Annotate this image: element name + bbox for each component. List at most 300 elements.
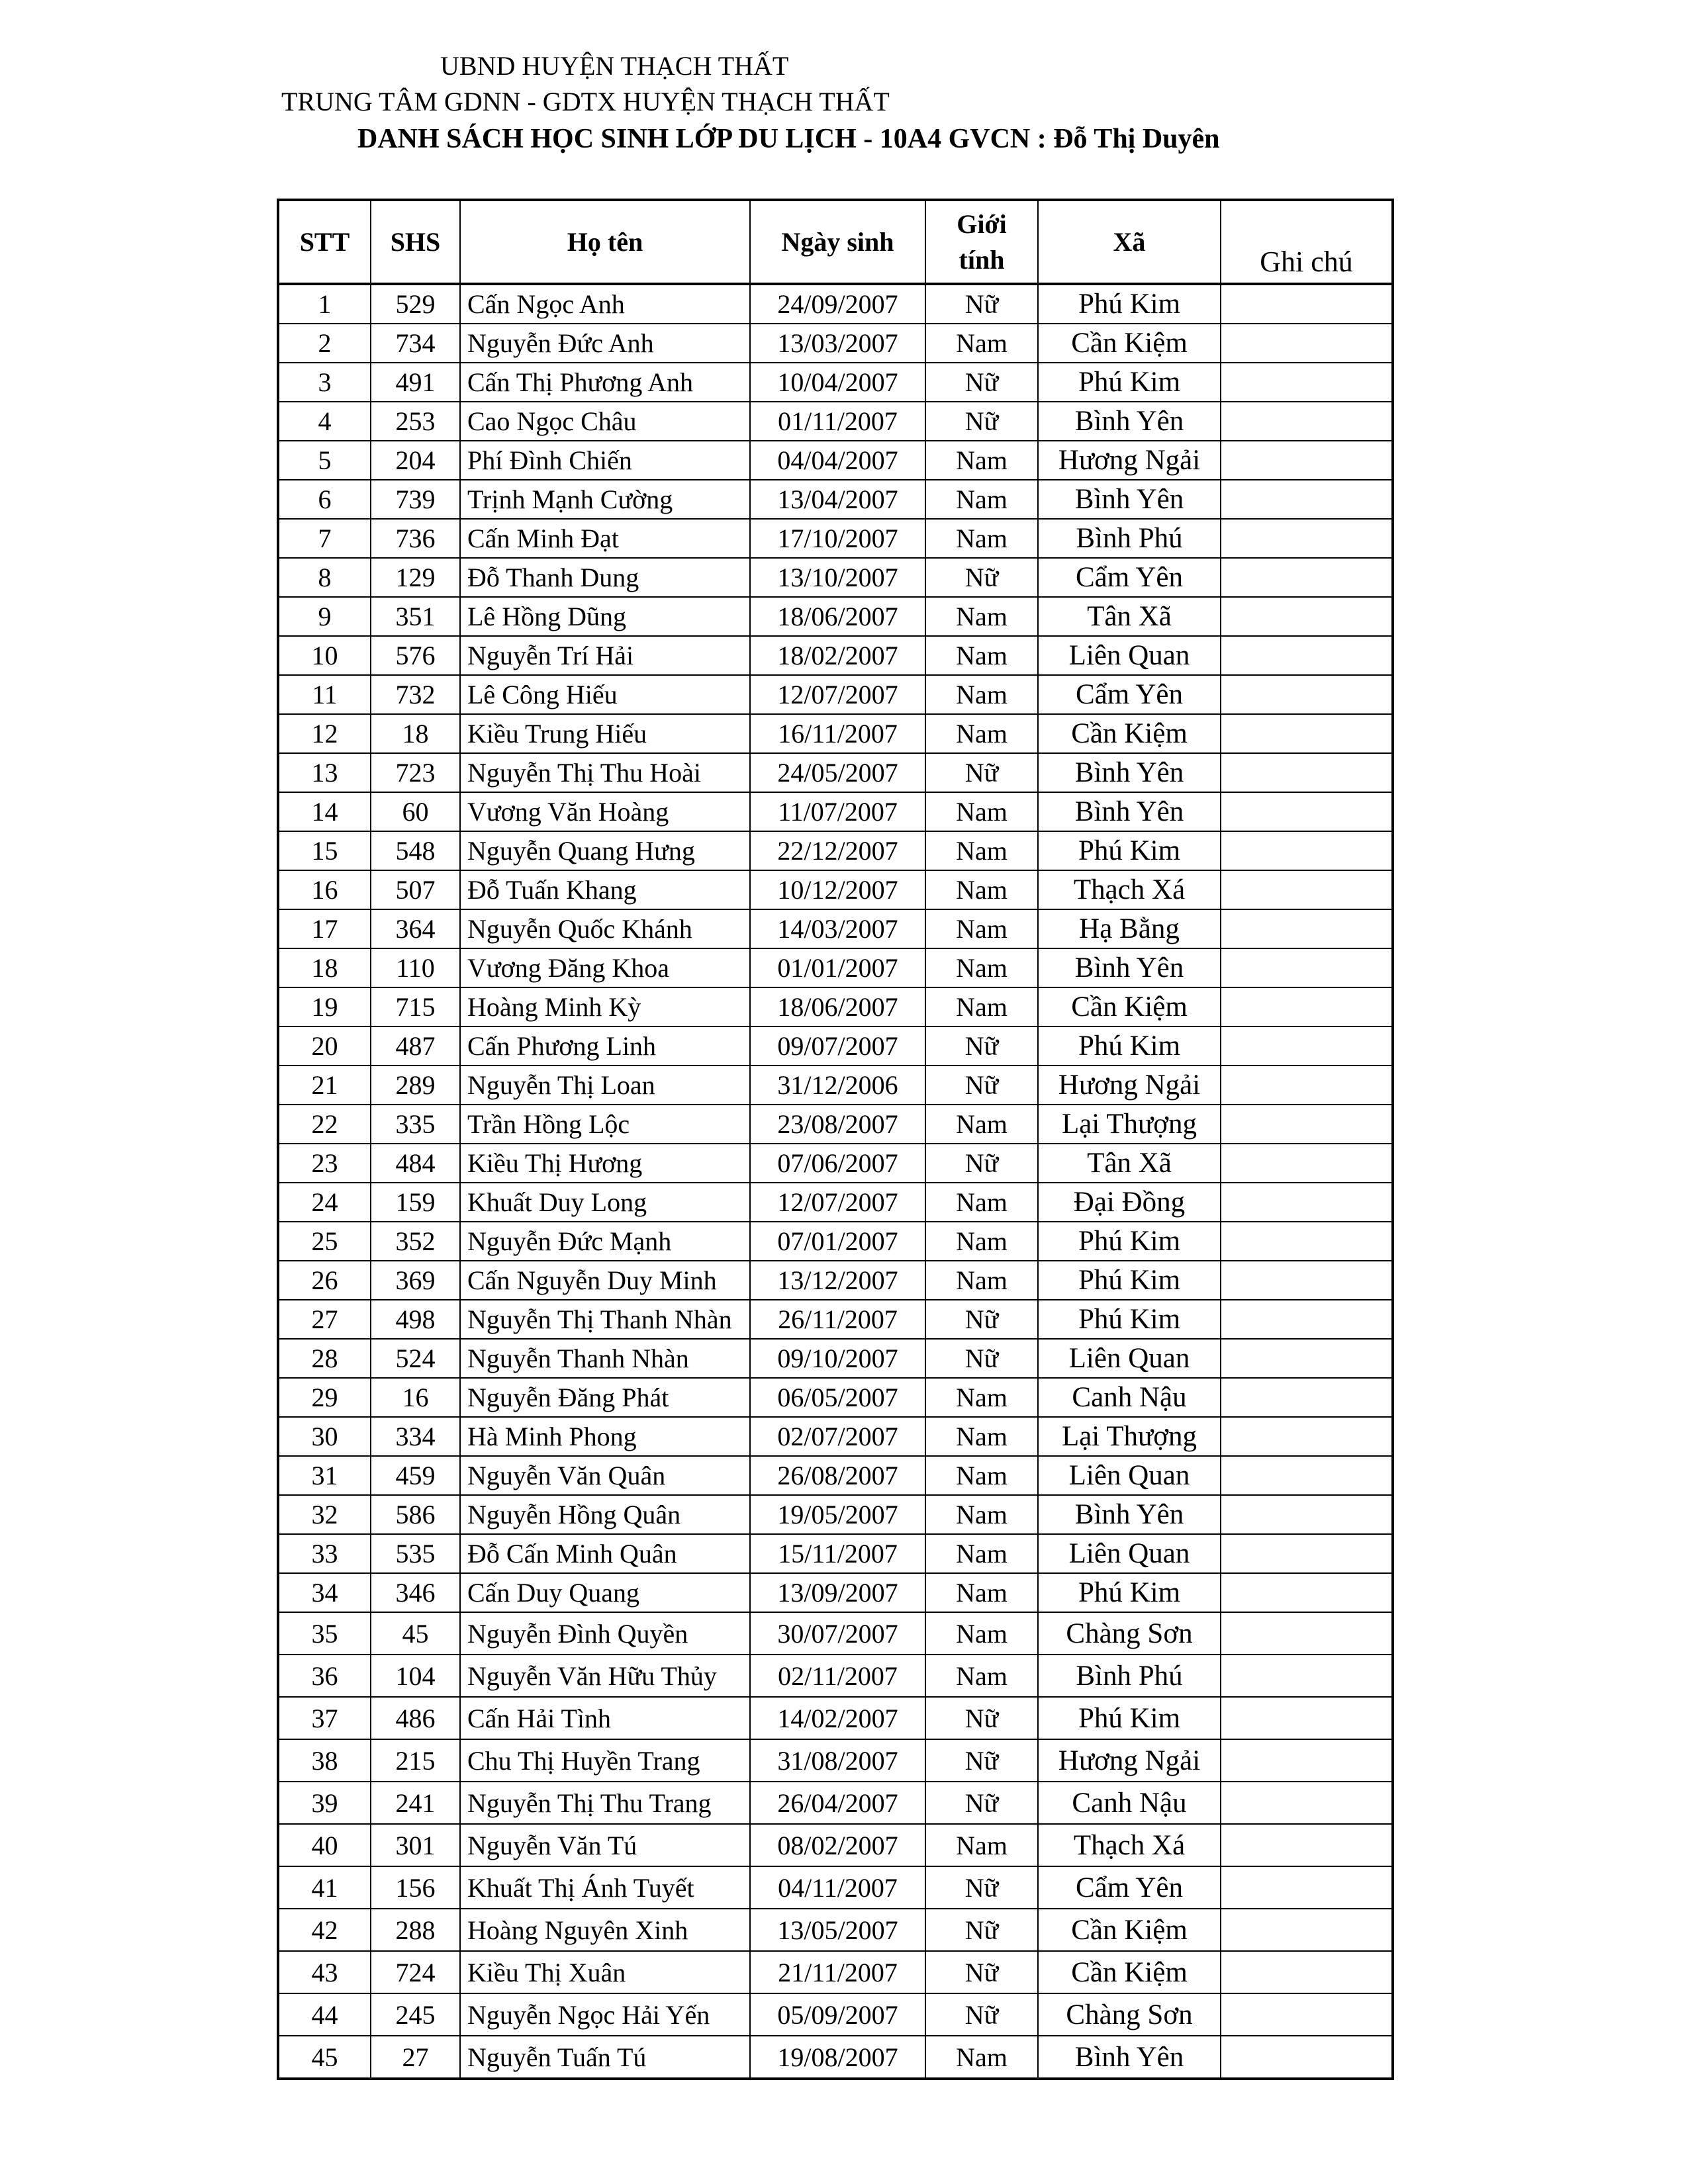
cell-gender: Nam <box>925 480 1038 519</box>
cell-dob: 02/11/2007 <box>750 1655 925 1697</box>
cell-name: Nguyễn Hồng Quân <box>460 1495 750 1534</box>
cell-stt: 38 <box>278 1739 371 1782</box>
table-row <box>278 1697 1393 1739</box>
cell-commune: Bình Yên <box>1038 792 1221 831</box>
cell-stt: 22 <box>278 1105 371 1144</box>
cell-name: Nguyễn Trí Hải <box>460 636 750 675</box>
cell-dob: 10/12/2007 <box>750 870 925 909</box>
cell-commune: Bình Yên <box>1038 402 1221 441</box>
table-row <box>278 675 1393 714</box>
cell-shs: 369 <box>371 1261 460 1300</box>
cell-gender: Nam <box>925 441 1038 480</box>
cell-shs: 507 <box>371 870 460 909</box>
cell-gender: Nữ <box>925 1144 1038 1183</box>
cell-gender: Nữ <box>925 1866 1038 1909</box>
cell-stt: 29 <box>278 1378 371 1417</box>
cell-note <box>1221 1183 1393 1222</box>
cell-name: Nguyễn Đức Mạnh <box>460 1222 750 1261</box>
cell-gender: Nữ <box>925 1026 1038 1066</box>
col-header-shs: SHS <box>371 200 460 284</box>
cell-gender: Nữ <box>925 402 1038 441</box>
table-row <box>278 870 1393 909</box>
cell-stt: 41 <box>278 1866 371 1909</box>
cell-name: Khuất Duy Long <box>460 1183 750 1222</box>
cell-shs: 45 <box>371 1612 460 1655</box>
cell-stt: 40 <box>278 1824 371 1866</box>
cell-shs: 16 <box>371 1378 460 1417</box>
col-header-stt: STT <box>278 200 371 284</box>
cell-name: Lê Hồng Dũng <box>460 597 750 636</box>
cell-name: Nguyễn Thanh Nhàn <box>460 1339 750 1378</box>
cell-commune: Liên Quan <box>1038 1534 1221 1573</box>
cell-shs: 739 <box>371 480 460 519</box>
table-row <box>278 792 1393 831</box>
cell-commune: Phú Kim <box>1038 1261 1221 1300</box>
cell-name: Nguyễn Đăng Phát <box>460 1378 750 1417</box>
cell-stt: 35 <box>278 1612 371 1655</box>
cell-stt: 13 <box>278 753 371 792</box>
cell-stt: 23 <box>278 1144 371 1183</box>
cell-gender: Nam <box>925 1534 1038 1573</box>
cell-stt: 1 <box>278 284 371 324</box>
cell-shs: 498 <box>371 1300 460 1339</box>
table-row <box>278 1144 1393 1183</box>
cell-dob: 10/04/2007 <box>750 363 925 402</box>
cell-note <box>1221 1456 1393 1495</box>
cell-dob: 26/08/2007 <box>750 1456 925 1495</box>
cell-commune: Cần Kiệm <box>1038 1951 1221 1993</box>
cell-dob: 26/11/2007 <box>750 1300 925 1339</box>
cell-shs: 352 <box>371 1222 460 1261</box>
cell-name: Cấn Phương Linh <box>460 1026 750 1066</box>
cell-note <box>1221 1144 1393 1183</box>
cell-shs: 245 <box>371 1993 460 2036</box>
cell-note <box>1221 948 1393 987</box>
cell-dob: 16/11/2007 <box>750 714 925 753</box>
cell-note <box>1221 1573 1393 1612</box>
cell-note <box>1221 1261 1393 1300</box>
table-row <box>278 1655 1393 1697</box>
cell-commune: Lại Thượng <box>1038 1417 1221 1456</box>
cell-note <box>1221 2036 1393 2079</box>
cell-commune: Bình Phú <box>1038 519 1221 558</box>
cell-shs: 60 <box>371 792 460 831</box>
col-header-name: Họ tên <box>460 200 750 284</box>
cell-dob: 08/02/2007 <box>750 1824 925 1866</box>
cell-name: Cấn Duy Quang <box>460 1573 750 1612</box>
cell-shs: 129 <box>371 558 460 597</box>
cell-commune: Phú Kim <box>1038 831 1221 870</box>
cell-stt: 21 <box>278 1066 371 1105</box>
cell-commune: Phú Kim <box>1038 1300 1221 1339</box>
cell-name: Nguyễn Thị Thu Trang <box>460 1782 750 1824</box>
cell-name: Hà Minh Phong <box>460 1417 750 1456</box>
cell-commune: Tân Xã <box>1038 597 1221 636</box>
cell-dob: 14/03/2007 <box>750 909 925 948</box>
cell-commune: Bình Yên <box>1038 480 1221 519</box>
cell-stt: 16 <box>278 870 371 909</box>
cell-shs: 723 <box>371 753 460 792</box>
table-row <box>278 2036 1393 2079</box>
cell-gender: Nữ <box>925 1066 1038 1105</box>
cell-gender: Nam <box>925 1495 1038 1534</box>
cell-shs: 289 <box>371 1066 460 1105</box>
table-row <box>278 1495 1393 1534</box>
cell-gender: Nam <box>925 948 1038 987</box>
cell-dob: 22/12/2007 <box>750 831 925 870</box>
table-row <box>278 753 1393 792</box>
cell-shs: 491 <box>371 363 460 402</box>
table-row <box>278 1612 1393 1655</box>
cell-dob: 31/08/2007 <box>750 1739 925 1782</box>
col-header-commune: Xã <box>1038 200 1221 284</box>
cell-dob: 18/06/2007 <box>750 597 925 636</box>
cell-dob: 01/11/2007 <box>750 402 925 441</box>
cell-commune: Liên Quan <box>1038 636 1221 675</box>
cell-commune: Phú Kim <box>1038 363 1221 402</box>
cell-gender: Nam <box>925 1222 1038 1261</box>
cell-note <box>1221 1739 1393 1782</box>
cell-name: Nguyễn Văn Hữu Thủy <box>460 1655 750 1697</box>
table-header-row <box>278 200 1393 284</box>
cell-dob: 17/10/2007 <box>750 519 925 558</box>
cell-dob: 23/08/2007 <box>750 1105 925 1144</box>
cell-stt: 36 <box>278 1655 371 1697</box>
cell-commune: Cẩm Yên <box>1038 675 1221 714</box>
cell-shs: 548 <box>371 831 460 870</box>
cell-gender: Nữ <box>925 1782 1038 1824</box>
cell-note <box>1221 1222 1393 1261</box>
cell-note <box>1221 753 1393 792</box>
cell-gender: Nữ <box>925 1300 1038 1339</box>
cell-name: Nguyễn Văn Quân <box>460 1456 750 1495</box>
cell-note <box>1221 558 1393 597</box>
cell-name: Phí Đình Chiến <box>460 441 750 480</box>
cell-note <box>1221 519 1393 558</box>
cell-gender: Nữ <box>925 1993 1038 2036</box>
table-row <box>278 1066 1393 1105</box>
cell-shs: 586 <box>371 1495 460 1534</box>
cell-gender: Nữ <box>925 1951 1038 1993</box>
cell-note <box>1221 1495 1393 1534</box>
cell-note <box>1221 1066 1393 1105</box>
cell-note <box>1221 1105 1393 1144</box>
table-row <box>278 1534 1393 1573</box>
cell-note <box>1221 1782 1393 1824</box>
cell-note <box>1221 1300 1393 1339</box>
cell-shs: 334 <box>371 1417 460 1456</box>
cell-note <box>1221 1824 1393 1866</box>
table-row <box>278 519 1393 558</box>
cell-note <box>1221 363 1393 402</box>
cell-shs: 484 <box>371 1144 460 1183</box>
cell-name: Nguyễn Quốc Khánh <box>460 909 750 948</box>
table-row <box>278 402 1393 441</box>
cell-note <box>1221 792 1393 831</box>
cell-gender: Nam <box>925 1417 1038 1456</box>
org-line-1: UBND HUYỆN THẠCH THẤT <box>440 51 789 81</box>
cell-dob: 13/04/2007 <box>750 480 925 519</box>
cell-dob: 14/02/2007 <box>750 1697 925 1739</box>
cell-shs: 529 <box>371 284 460 324</box>
cell-shs: 204 <box>371 441 460 480</box>
cell-gender: Nam <box>925 519 1038 558</box>
cell-stt: 43 <box>278 1951 371 1993</box>
cell-gender: Nam <box>925 1105 1038 1144</box>
cell-shs: 288 <box>371 1909 460 1951</box>
cell-stt: 44 <box>278 1993 371 2036</box>
cell-dob: 01/01/2007 <box>750 948 925 987</box>
cell-name: Nguyễn Tuấn Tú <box>460 2036 750 2079</box>
cell-commune: Thạch Xá <box>1038 1824 1221 1866</box>
cell-shs: 27 <box>371 2036 460 2079</box>
table-row <box>278 1105 1393 1144</box>
cell-commune: Cần Kiệm <box>1038 324 1221 363</box>
cell-shs: 241 <box>371 1782 460 1824</box>
cell-dob: 04/04/2007 <box>750 441 925 480</box>
cell-dob: 07/01/2007 <box>750 1222 925 1261</box>
cell-dob: 30/07/2007 <box>750 1612 925 1655</box>
cell-note <box>1221 1339 1393 1378</box>
cell-commune: Hương Ngải <box>1038 1739 1221 1782</box>
cell-shs: 524 <box>371 1339 460 1378</box>
cell-gender: Nam <box>925 597 1038 636</box>
table-row <box>278 1782 1393 1824</box>
cell-stt: 32 <box>278 1495 371 1534</box>
cell-dob: 13/09/2007 <box>750 1573 925 1612</box>
cell-name: Nguyễn Đức Anh <box>460 324 750 363</box>
cell-dob: 07/06/2007 <box>750 1144 925 1183</box>
col-header-gender-label: Giới tính <box>957 208 1007 275</box>
cell-commune: Hạ Bằng <box>1038 909 1221 948</box>
table-row <box>278 1909 1393 1951</box>
table-row <box>278 1573 1393 1612</box>
table-row <box>278 1866 1393 1909</box>
cell-dob: 19/05/2007 <box>750 1495 925 1534</box>
cell-stt: 45 <box>278 2036 371 2079</box>
cell-shs: 346 <box>371 1573 460 1612</box>
student-table <box>277 199 1394 2080</box>
cell-commune: Bình Yên <box>1038 1495 1221 1534</box>
cell-shs: 104 <box>371 1655 460 1697</box>
cell-gender: Nữ <box>925 1339 1038 1378</box>
cell-dob: 06/05/2007 <box>750 1378 925 1417</box>
cell-dob: 24/05/2007 <box>750 753 925 792</box>
cell-gender: Nam <box>925 1612 1038 1655</box>
cell-name: Nguyễn Văn Tú <box>460 1824 750 1866</box>
cell-stt: 18 <box>278 948 371 987</box>
cell-dob: 13/12/2007 <box>750 1261 925 1300</box>
table-row <box>278 284 1393 324</box>
cell-stt: 34 <box>278 1573 371 1612</box>
cell-commune: Liên Quan <box>1038 1339 1221 1378</box>
cell-gender: Nam <box>925 1573 1038 1612</box>
cell-note <box>1221 1378 1393 1417</box>
cell-stt: 27 <box>278 1300 371 1339</box>
cell-commune: Phú Kim <box>1038 1222 1221 1261</box>
cell-name: Vương Đăng Khoa <box>460 948 750 987</box>
cell-commune: Phú Kim <box>1038 1697 1221 1739</box>
cell-dob: 18/06/2007 <box>750 987 925 1026</box>
table-row <box>278 1456 1393 1495</box>
cell-note <box>1221 1655 1393 1697</box>
cell-gender: Nam <box>925 1824 1038 1866</box>
cell-name: Chu Thị Huyền Trang <box>460 1739 750 1782</box>
cell-stt: 4 <box>278 402 371 441</box>
cell-note <box>1221 714 1393 753</box>
cell-note <box>1221 441 1393 480</box>
table-row <box>278 1417 1393 1456</box>
cell-gender: Nam <box>925 1261 1038 1300</box>
cell-dob: 04/11/2007 <box>750 1866 925 1909</box>
cell-name: Cấn Minh Đạt <box>460 519 750 558</box>
cell-name: Nguyễn Thị Loan <box>460 1066 750 1105</box>
cell-shs: 18 <box>371 714 460 753</box>
cell-commune: Bình Yên <box>1038 753 1221 792</box>
cell-note <box>1221 324 1393 363</box>
table-row <box>278 1026 1393 1066</box>
cell-commune: Cần Kiệm <box>1038 987 1221 1026</box>
cell-commune: Cẩm Yên <box>1038 558 1221 597</box>
cell-dob: 09/07/2007 <box>750 1026 925 1066</box>
cell-stt: 3 <box>278 363 371 402</box>
cell-commune: Cần Kiệm <box>1038 1909 1221 1951</box>
table-row <box>278 636 1393 675</box>
cell-gender: Nữ <box>925 363 1038 402</box>
cell-note <box>1221 870 1393 909</box>
cell-name: Kiều Thị Hương <box>460 1144 750 1183</box>
cell-note <box>1221 1417 1393 1456</box>
cell-commune: Bình Yên <box>1038 948 1221 987</box>
cell-stt: 7 <box>278 519 371 558</box>
cell-shs: 732 <box>371 675 460 714</box>
table-row <box>278 1378 1393 1417</box>
cell-note <box>1221 987 1393 1026</box>
col-header-dob: Ngày sinh <box>750 200 925 284</box>
cell-commune: Phú Kim <box>1038 284 1221 324</box>
cell-gender: Nữ <box>925 1697 1038 1739</box>
cell-stt: 14 <box>278 792 371 831</box>
cell-name: Đỗ Cấn Minh Quân <box>460 1534 750 1573</box>
cell-stt: 19 <box>278 987 371 1026</box>
cell-commune: Bình Yên <box>1038 2036 1221 2079</box>
cell-gender: Nữ <box>925 558 1038 597</box>
cell-gender: Nam <box>925 2036 1038 2079</box>
cell-gender: Nam <box>925 987 1038 1026</box>
table-row <box>278 831 1393 870</box>
cell-name: Nguyễn Đình Quyền <box>460 1612 750 1655</box>
cell-name: Nguyễn Thị Thanh Nhàn <box>460 1300 750 1339</box>
cell-stt: 10 <box>278 636 371 675</box>
cell-note <box>1221 1026 1393 1066</box>
cell-stt: 11 <box>278 675 371 714</box>
cell-note <box>1221 597 1393 636</box>
cell-shs: 736 <box>371 519 460 558</box>
cell-name: Nguyễn Ngọc Hải Yến <box>460 1993 750 2036</box>
cell-commune: Thạch Xá <box>1038 870 1221 909</box>
cell-name: Cao Ngọc Châu <box>460 402 750 441</box>
cell-dob: 12/07/2007 <box>750 1183 925 1222</box>
cell-note <box>1221 1866 1393 1909</box>
cell-shs: 487 <box>371 1026 460 1066</box>
cell-stt: 8 <box>278 558 371 597</box>
table-row <box>278 558 1393 597</box>
cell-gender: Nữ <box>925 284 1038 324</box>
table-row <box>278 987 1393 1026</box>
table-body <box>278 284 1393 2079</box>
cell-stt: 24 <box>278 1183 371 1222</box>
cell-dob: 24/09/2007 <box>750 284 925 324</box>
cell-stt: 42 <box>278 1909 371 1951</box>
cell-commune: Cần Kiệm <box>1038 714 1221 753</box>
table-row <box>278 324 1393 363</box>
cell-shs: 734 <box>371 324 460 363</box>
cell-note <box>1221 284 1393 324</box>
cell-dob: 13/03/2007 <box>750 324 925 363</box>
cell-note <box>1221 480 1393 519</box>
cell-commune: Chàng Sơn <box>1038 1993 1221 2036</box>
cell-stt: 5 <box>278 441 371 480</box>
cell-name: Cấn Nguyễn Duy Minh <box>460 1261 750 1300</box>
cell-dob: 31/12/2006 <box>750 1066 925 1105</box>
cell-name: Trần Hồng Lộc <box>460 1105 750 1144</box>
cell-dob: 26/04/2007 <box>750 1782 925 1824</box>
cell-gender: Nam <box>925 675 1038 714</box>
cell-note <box>1221 1697 1393 1739</box>
cell-shs: 253 <box>371 402 460 441</box>
cell-stt: 2 <box>278 324 371 363</box>
cell-gender: Nam <box>925 1655 1038 1697</box>
table-row <box>278 1261 1393 1300</box>
cell-name: Vương Văn Hoàng <box>460 792 750 831</box>
table-row <box>278 1824 1393 1866</box>
cell-name: Cấn Hải Tình <box>460 1697 750 1739</box>
cell-commune: Phú Kim <box>1038 1573 1221 1612</box>
cell-name: Cấn Ngọc Anh <box>460 284 750 324</box>
table-row <box>278 1300 1393 1339</box>
cell-stt: 15 <box>278 831 371 870</box>
cell-stt: 30 <box>278 1417 371 1456</box>
cell-name: Hoàng Minh Kỳ <box>460 987 750 1026</box>
cell-shs: 215 <box>371 1739 460 1782</box>
col-header-gender <box>925 200 1038 284</box>
cell-shs: 351 <box>371 597 460 636</box>
cell-stt: 12 <box>278 714 371 753</box>
cell-dob: 21/11/2007 <box>750 1951 925 1993</box>
cell-gender: Nam <box>925 1183 1038 1222</box>
cell-commune: Chàng Sơn <box>1038 1612 1221 1655</box>
cell-gender: Nữ <box>925 753 1038 792</box>
cell-shs: 486 <box>371 1697 460 1739</box>
cell-shs: 110 <box>371 948 460 987</box>
cell-dob: 09/10/2007 <box>750 1339 925 1378</box>
cell-stt: 17 <box>278 909 371 948</box>
org-line-2: TRUNG TÂM GDNN - GDTX HUYỆN THẠCH THẤT <box>281 87 890 116</box>
cell-name: Đỗ Thanh Dung <box>460 558 750 597</box>
cell-note <box>1221 909 1393 948</box>
cell-stt: 37 <box>278 1697 371 1739</box>
cell-gender: Nam <box>925 324 1038 363</box>
cell-note <box>1221 1534 1393 1573</box>
cell-commune: Canh Nậu <box>1038 1378 1221 1417</box>
cell-gender: Nam <box>925 792 1038 831</box>
cell-shs: 715 <box>371 987 460 1026</box>
cell-gender: Nam <box>925 636 1038 675</box>
cell-commune: Cẩm Yên <box>1038 1866 1221 1909</box>
cell-shs: 459 <box>371 1456 460 1495</box>
cell-stt: 26 <box>278 1261 371 1300</box>
cell-shs: 535 <box>371 1534 460 1573</box>
